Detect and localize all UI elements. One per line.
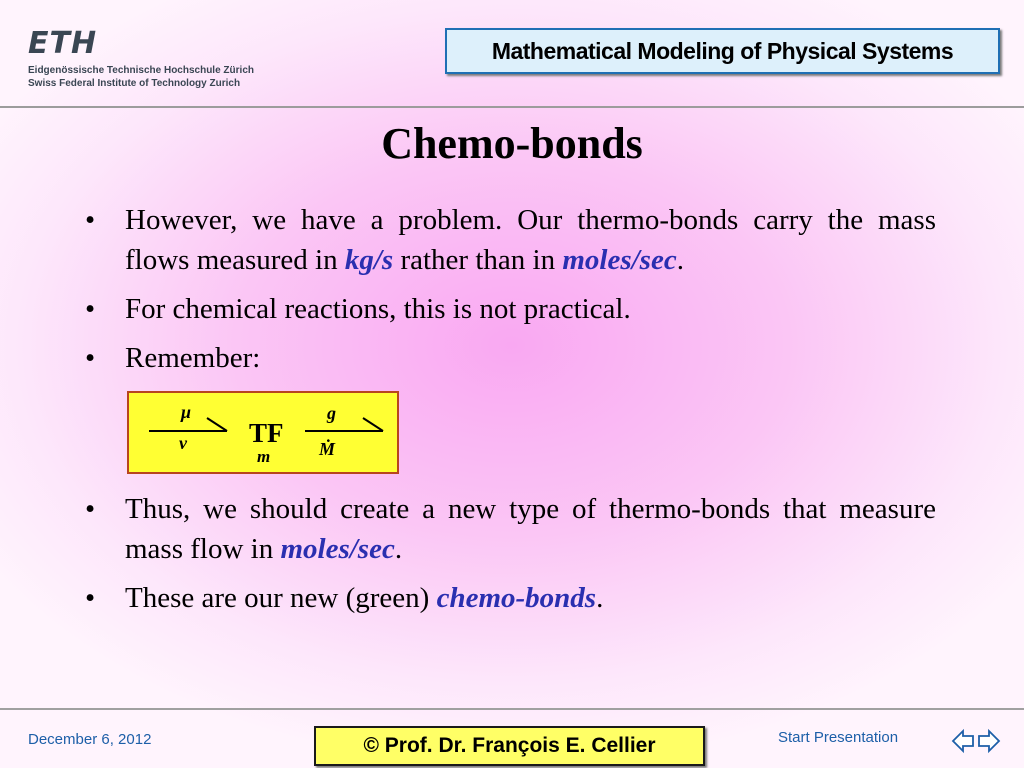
bullet-dot: •	[85, 204, 96, 236]
bullet-list-top	[80, 200, 936, 387]
bullet-item	[80, 338, 936, 378]
start-presentation-link[interactable]: Start Presentation	[778, 729, 899, 746]
bullet-item	[80, 289, 936, 329]
bullet-item	[80, 200, 936, 280]
left-flow-label: ν	[179, 433, 187, 453]
bullet-list-bottom	[80, 489, 936, 627]
left-bond-half-arrow	[207, 418, 227, 431]
unit-moles-sec: moles/sec	[280, 533, 395, 565]
bullet-text: .	[676, 244, 684, 276]
bullet-text: Remember:	[125, 342, 261, 374]
author-box: © Prof. Dr. François E. Cellier	[314, 726, 705, 766]
unit-kg-s: kg/s	[344, 244, 394, 276]
tf-bond-diagram	[127, 391, 399, 474]
left-effort-label: μ	[181, 402, 192, 422]
footer-date: December 6, 2012	[28, 731, 152, 748]
bullet-text: .	[394, 533, 403, 565]
bullet-text: rather than in	[393, 244, 563, 276]
slide-title: Chemo-bonds	[381, 119, 643, 168]
bullet-text: .	[596, 582, 604, 614]
right-arrow-icon[interactable]	[979, 731, 999, 751]
right-bond-half-arrow	[363, 418, 383, 431]
footer-divider	[0, 708, 1024, 710]
chemo-bonds-term: chemo-bonds	[436, 582, 597, 614]
course-title: Mathematical Modeling of Physical Systems	[445, 28, 1000, 74]
right-flow-label: Ṁ	[319, 439, 336, 459]
bullet-text: These are our new (green)	[125, 582, 437, 614]
left-right-arrows-icon[interactable]	[951, 727, 1001, 755]
bullet-dot: •	[85, 493, 96, 525]
header-divider	[0, 106, 1024, 108]
bullet-text: For chemical reactions, this is not practical.	[125, 293, 631, 325]
eth-logo-german: Eidgenössische Technische Hochschule Zürich	[28, 65, 254, 76]
eth-logo-mark: ETH	[28, 26, 98, 61]
bullet-dot: •	[85, 293, 96, 325]
tf-modulus-label: m	[257, 447, 271, 466]
bullet-dot: •	[85, 582, 96, 614]
bullet-dot: •	[85, 342, 96, 374]
unit-moles-sec: moles/sec	[562, 244, 677, 276]
tf-element-label: TF	[249, 418, 284, 448]
bullet-text: However, we have a problem. Our thermo-bonds carry the mass flows measured in	[125, 204, 936, 276]
eth-logo-english: Swiss Federal Institute of Technology Zurich	[28, 78, 241, 89]
bullet-item	[80, 578, 936, 618]
bullet-item	[80, 489, 936, 569]
nav-arrows-svg	[951, 727, 1001, 755]
right-effort-label: g	[327, 403, 336, 423]
eth-logo	[28, 26, 268, 90]
bond-graph-svg	[129, 393, 401, 476]
left-arrow-icon[interactable]	[953, 731, 973, 751]
bullet-text: Thus, we should create a new type of thermo-bonds that measure mass flow in	[125, 493, 936, 565]
